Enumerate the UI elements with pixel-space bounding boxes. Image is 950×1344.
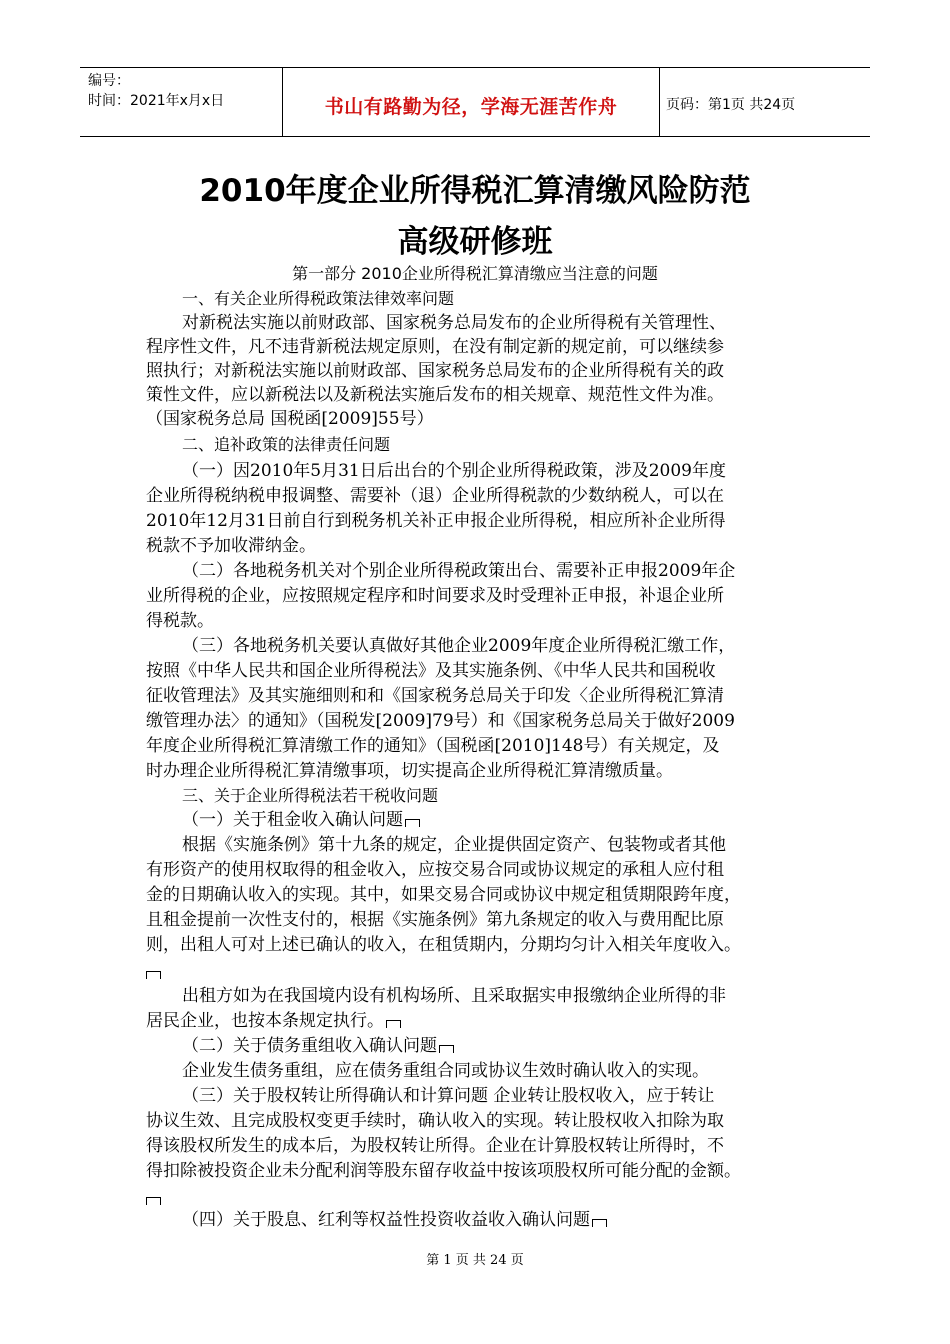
paragraph-line: 协议生效、且完成股权变更手续时，确认收入的实现。转让股权收入扣除为取 [146, 1111, 724, 1131]
paragraph-line: 照执行；对新税法实施以前财政部、国家税务总局发布的企业所得税有关的政 [146, 361, 724, 381]
page-code: 页码：第1页 共24页 [666, 97, 796, 113]
paragraph-line: 有形资产的使用权取得的租金收入，应按交易合同或协议规定的承租人应付租 [146, 860, 724, 880]
paragraph-mark-icon [146, 1197, 161, 1205]
paragraph-line: （一）因2010年5月31日后出台的个别企业所得税政策，涉及2009年度 [182, 461, 726, 481]
paragraph-line: 得该股权所发生的成本后，为股权转让所得。企业在计算股权转让所得时，不 [146, 1136, 724, 1156]
paragraph-line: 策性文件，应以新税法以及新税法实施后发布的相关规章、规范性文件为准。 [146, 385, 724, 405]
paragraph-mark-icon [386, 1020, 401, 1028]
document-title-line2: 高级研修班 [397, 224, 553, 260]
paragraph-line: 且租金提前一次性支付的，根据《实施条例》第九条规定的收入与费用配比原 [146, 910, 724, 930]
document-header [80, 67, 870, 137]
paragraph-line: 按照《中华人民共和国企业所得税法》及其实施条例、《中华人民共和国税收 [146, 661, 716, 681]
paragraph-line: 金的日期确认收入的实现。其中，如果交易合同或协议中规定租赁期限跨年度， [146, 885, 741, 905]
paragraph-line: 缴管理办法〉的通知》（国税发[2009]79号）和《国家税务总局关于做好2009 [146, 711, 735, 731]
subsection-heading [182, 1208, 862, 1232]
paragraph-line: （二）各地税务机关对个别企业所得税政策出台、需要补正申报2009年企 [182, 561, 736, 581]
part-heading: 第一部分 2010企业所得税汇算清缴应当注意的问题 [292, 264, 658, 283]
paragraph-line: 2010年12月31日前自行到税务机关补正申报企业所得税，相应所补企业所得 [146, 511, 726, 531]
paragraph-mark-icon [146, 971, 161, 979]
paragraph-line: （三）各地税务机关要认真做好其他企业2009年度企业所得税汇缴工作， [182, 636, 736, 656]
paragraph-line: 根据《实施条例》第十九条的规定，企业提供固定资产、包装物或者其他 [182, 835, 726, 855]
paragraph-line: 时办理企业所得税汇算清缴事项，切实提高企业所得税汇算清缴质量。 [146, 761, 673, 781]
paragraph-line: 则，出租人可对上述已确认的收入，在租赁期内，分期均匀计入相关年度收入。 [146, 935, 741, 955]
paragraph-line: 得税款。 [146, 611, 214, 631]
empty-paragraph [146, 960, 826, 984]
header-page-cell [660, 68, 870, 136]
paragraph-line [146, 1009, 826, 1033]
paragraph-line: 业所得税的企业，应按照规定程序和时间要求及时受理补正申报，补退企业所 [146, 586, 724, 606]
paragraph-line-text: 居民企业，也按本条规定执行。 [146, 1011, 384, 1031]
paragraph-line: 得扣除被投资企业未分配利润等股东留存收益中按该项股权所可能分配的金额。 [146, 1161, 741, 1181]
subsection-heading [182, 808, 862, 832]
document-time-label: 时间：2021年x月x日 [88, 93, 225, 109]
paragraph-line: （三）关于股权转让所得确认和计算问题 企业转让股权收入，应于转让 [182, 1086, 715, 1106]
paragraph-line: 税款不予加收滞纳金。 [146, 536, 316, 556]
page-footer: 第 1 页 共 24 页 [426, 1253, 524, 1268]
subsection-heading [182, 1034, 862, 1058]
motto-text: 书山有路勤为径，学海无涯苦作舟 [324, 96, 618, 118]
subsection-heading-text: （一）关于租金收入确认问题 [182, 810, 403, 830]
paragraph-line: （国家税务总局 国税函[2009]55号） [146, 409, 434, 429]
subsection-heading-text: （四）关于股息、红利等权益性投资收益收入确认问题 [182, 1210, 590, 1230]
header-motto-cell [283, 68, 660, 136]
section-heading-2: 二、追补政策的法律责任问题 [182, 435, 391, 454]
section-heading-3: 三、关于企业所得税法若干税收问题 [182, 786, 439, 805]
subsection-heading-text: （二）关于债务重组收入确认问题 [182, 1036, 437, 1056]
paragraph-line: 企业所得税纳税申报调整、需要补（退）企业所得税款的少数纳税人，可以在 [146, 486, 724, 506]
document-title-line1: 2010年度企业所得税汇算清缴风险防范 [199, 173, 751, 209]
paragraph-mark-icon [592, 1219, 607, 1227]
paragraph-line: 程序性文件，凡不违背新税法规定原则，在没有制定新的规定前，可以继续参 [146, 337, 724, 357]
document-number-label: 编号： [88, 73, 130, 89]
paragraph-line: 征收管理法》及其实施细则和和《国家税务总局关于印发〈企业所得税汇算清 [146, 686, 724, 706]
paragraph-line: 企业发生债务重组，应在债务重组合同或协议生效时确认收入的实现。 [182, 1061, 709, 1081]
header-left-cell [80, 68, 283, 136]
paragraph-line: 对新税法实施以前财政部、国家税务总局发布的企业所得税有关管理性、 [182, 313, 726, 333]
paragraph-line: 年度企业所得税汇算清缴工作的通知》（国税函[2010]148号）有关规定，及 [146, 736, 720, 756]
paragraph-line: 出租方如为在我国境内设有机构场所、且采取据实申报缴纳企业所得的非 [182, 986, 726, 1006]
section-heading-1: 一、有关企业所得税政策法律效率问题 [182, 289, 455, 308]
paragraph-mark-icon [439, 1045, 454, 1053]
empty-paragraph [146, 1186, 826, 1210]
paragraph-mark-icon [405, 819, 420, 827]
